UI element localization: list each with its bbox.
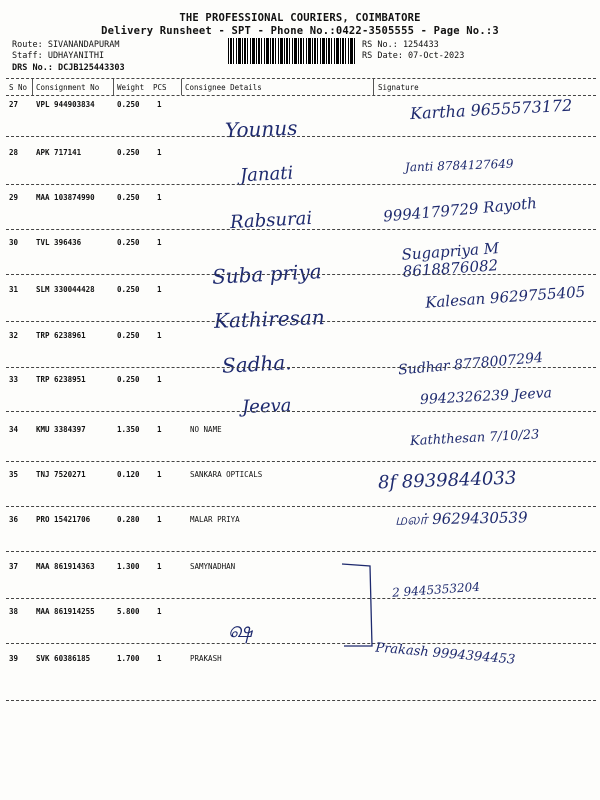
- row-pcs: 1: [157, 193, 162, 202]
- row-sno: 28: [9, 148, 19, 157]
- row-consignee-details: NO NAME: [190, 425, 222, 434]
- handwritten-signature: மலர் 9629430539: [394, 508, 528, 529]
- row-pcs: 1: [157, 425, 162, 434]
- row-weight: 0.250: [117, 238, 140, 247]
- handwritten-consignee-name: ஷ: [228, 618, 253, 643]
- handwritten-consignee-name: Suba priya: [211, 259, 323, 289]
- col-divider: [181, 79, 182, 95]
- row-sno: 32: [9, 331, 19, 340]
- handwritten-signature: 2 9445353204: [391, 579, 481, 600]
- row-weight: 5.800: [117, 607, 140, 616]
- row-divider: [6, 367, 596, 368]
- row-pcs: 1: [157, 148, 162, 157]
- company-title: THE PROFESSIONAL COURIERS, COIMBATORE: [179, 12, 421, 24]
- row-pcs: 1: [157, 238, 162, 247]
- row-consignment-no: TRP 6238951: [36, 375, 86, 384]
- route-label: Route: SIVANANDAPURAM: [12, 40, 120, 50]
- row-consignment-no: MAA 861914255: [36, 607, 95, 616]
- row-consignee-details: SAMYNADHAN: [190, 562, 236, 571]
- handwritten-signature: Janti 8784127649: [404, 156, 514, 175]
- col-details-header: Consignee Details: [185, 83, 262, 92]
- handwritten-signature: 9942326239 Jeeva: [419, 385, 553, 409]
- row-divider: [6, 184, 596, 185]
- col-pcs-header: PCS: [153, 83, 167, 92]
- row-sno: 30: [9, 238, 19, 247]
- row-weight: 0.250: [117, 193, 140, 202]
- col-divider: [32, 79, 33, 95]
- row-consignment-no: SLM 330044428: [36, 285, 95, 294]
- row-weight: 0.250: [117, 375, 140, 384]
- row-sno: 38: [9, 607, 19, 616]
- row-consignment-no: TRP 6238961: [36, 331, 86, 340]
- row-sno: 34: [9, 425, 19, 434]
- row-sno: 31: [9, 285, 19, 294]
- row-weight: 1.300: [117, 562, 140, 571]
- row-consignment-no: MAA 861914363: [36, 562, 95, 571]
- handwritten-signature: Kartha 9655573172: [409, 95, 573, 124]
- row-weight: 0.250: [117, 100, 140, 109]
- row-divider: [6, 506, 596, 507]
- row-consignee-details: SANKARA OPTICALS: [190, 470, 263, 479]
- header-divider-bottom: [6, 95, 596, 96]
- col-signature-header: Signature: [378, 83, 419, 92]
- handwritten-consignee-name: Sadha.: [221, 350, 293, 378]
- row-consignment-no: TVL 396436: [36, 238, 82, 247]
- row-weight: 1.700: [117, 654, 140, 663]
- row-consignment-no: SVK 60386185: [36, 654, 91, 663]
- row-sno: 27: [9, 100, 19, 109]
- handwritten-consignee-name: Kathiresan: [213, 305, 326, 333]
- row-sno: 29: [9, 193, 19, 202]
- col-divider: [373, 79, 374, 95]
- row-consignment-no: VPL 944903834: [36, 100, 95, 109]
- row-pcs: 1: [157, 654, 162, 663]
- row-weight: 1.350: [117, 425, 140, 434]
- bracket-mark: [340, 560, 380, 650]
- row-consignment-no: APK 717141: [36, 148, 82, 157]
- col-sno-header: S No: [9, 83, 28, 92]
- drs-number: DRS No.: DCJB125443303: [12, 63, 125, 73]
- handwritten-consignee-name: Jeeva: [241, 395, 292, 418]
- handwritten-signature: Kaththesan 7/10/23: [409, 427, 540, 450]
- handwritten-signature: Kalesan 9629755405: [424, 282, 586, 312]
- col-consignment-header: Consignment No: [36, 83, 100, 92]
- handwritten-consignee-name: Rabsurai: [229, 207, 313, 234]
- row-sno: 35: [9, 470, 19, 479]
- row-pcs: 1: [157, 607, 162, 616]
- row-weight: 0.250: [117, 148, 140, 157]
- row-divider: [6, 643, 596, 644]
- row-consignment-no: KMU 3384397: [36, 425, 86, 434]
- handwritten-signature: Prakash 9994394453: [374, 640, 516, 668]
- barcode-image: [228, 38, 356, 64]
- row-consignee-details: PRAKASH: [190, 654, 222, 663]
- row-pcs: 1: [157, 562, 162, 571]
- row-weight: 0.250: [117, 331, 140, 340]
- row-weight: 0.280: [117, 515, 140, 524]
- row-pcs: 1: [157, 470, 162, 479]
- row-divider: [6, 274, 596, 275]
- rs-date: RS Date: 07-Oct-2023: [362, 51, 465, 61]
- row-sno: 36: [9, 515, 19, 524]
- row-pcs: 1: [157, 100, 162, 109]
- rs-number: RS No.: 1254433: [362, 40, 439, 50]
- row-divider: [6, 321, 596, 322]
- row-divider: [6, 461, 596, 462]
- row-sno: 37: [9, 562, 19, 571]
- row-consignment-no: MAA 103874990: [36, 193, 95, 202]
- handwritten-signature: Sudhar 8778007294: [397, 349, 544, 379]
- handwritten-consignee-name: Janati: [239, 162, 294, 187]
- row-sno: 33: [9, 375, 19, 384]
- row-consignment-no: TNJ 7520271: [36, 470, 86, 479]
- col-weight-header: Weight: [117, 83, 145, 92]
- row-divider: [6, 598, 596, 599]
- row-pcs: 1: [157, 285, 162, 294]
- runsheet-title: Delivery Runsheet - SPT - Phone No.:0422-3505555 - Page No.:3: [101, 25, 499, 37]
- row-divider: [6, 551, 596, 552]
- row-divider: [6, 411, 596, 412]
- row-consignee-details: MALAR PRIYA: [190, 515, 240, 524]
- row-consignment-no: PRO 15421706: [36, 515, 91, 524]
- handwritten-signature: Sugapriya M 8618876082: [401, 239, 500, 281]
- header-divider-top: [6, 78, 596, 79]
- row-pcs: 1: [157, 515, 162, 524]
- handwritten-signature: 8f 8939844033: [377, 467, 517, 494]
- row-weight: 0.120: [117, 470, 140, 479]
- handwritten-consignee-name: Younus: [224, 115, 298, 143]
- row-weight: 0.250: [117, 285, 140, 294]
- row-divider: [6, 136, 596, 137]
- table-bottom-divider: [6, 700, 596, 701]
- row-sno: 39: [9, 654, 19, 663]
- col-divider: [113, 79, 114, 95]
- row-pcs: 1: [157, 375, 162, 384]
- handwritten-signature: 9994179729 Rayoth: [382, 194, 538, 226]
- row-divider: [6, 229, 596, 230]
- row-pcs: 1: [157, 331, 162, 340]
- staff-label: Staff: UDHAYANITHI: [12, 51, 105, 61]
